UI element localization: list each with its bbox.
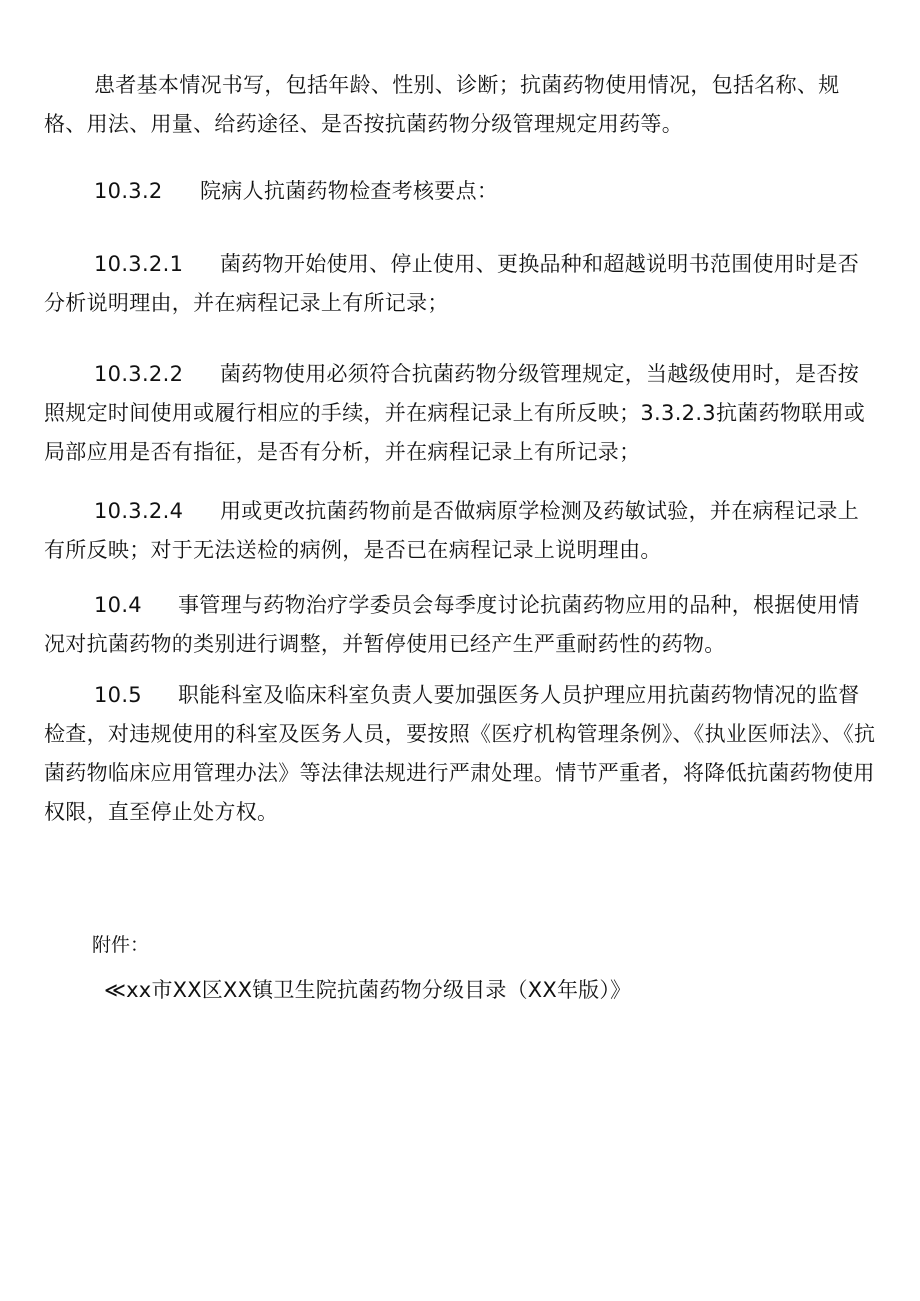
paragraph-text: 用或更改抗菌药物前是否做病原学检测及药敏试验，并在病程记录上有所反映；对于无法送检的病例，是否已在病程记录上说明理由。 — [44, 499, 859, 562]
paragraph-text: 患者基本情况书写，包括年龄、性别、诊断；抗菌药物使用情况，包括名称、规格、用法、用量、给药途径、是否按抗菌药物分级管理规定用药等。 — [44, 73, 840, 136]
paragraph-10-3-2-4 — [44, 492, 878, 570]
section-number: 10.4 — [94, 593, 142, 617]
section-number: 10.5 — [94, 683, 142, 707]
attachment-title: ≪xx市XX区XX镇卫生院抗菌药物分级目录（XX年版）》 — [104, 978, 632, 1002]
section-number: 10.3.2.1 — [94, 252, 184, 276]
paragraph-text: 职能科室及临床科室负责人要加强医务人员护理应用抗菌药物情况的监督检查，对违规使用的科室及医务人员，要按照《医疗机构管理条例》、《执业医师法》、《抗菌药物临床应用管理办法》等法律法规进行严肃处理。情节严重者，将降低抗菌药物使用权限，直至停止处方权。 — [44, 683, 876, 824]
paragraph-text: 事管理与药物治疗学委员会每季度讨论抗菌药物应用的品种，根据使用情况对抗菌药物的类别进行调整，并暂停使用已经产生严重耐药性的药物。 — [44, 593, 860, 656]
paragraph-text: 菌药物开始使用、停止使用、更换品种和超越说明书范围使用时是否分析说明理由，并在病程记录上有所记录； — [44, 252, 859, 315]
paragraph-10-3-2-2 — [44, 355, 878, 472]
paragraph-10-5 — [44, 676, 878, 832]
paragraph-10-3-2-1 — [44, 245, 878, 323]
paragraph-patient-info — [44, 66, 878, 144]
paragraph-10-4 — [44, 586, 878, 664]
paragraph-text: 院病人抗菌药物检查考核要点： — [200, 179, 499, 203]
attachment-label: 附件： — [92, 934, 150, 956]
paragraph-10-3-2 — [44, 172, 878, 211]
section-number: 10.3.2 — [94, 179, 163, 203]
section-number: 10.3.2.4 — [94, 499, 184, 523]
paragraph-text: 菌药物使用必须符合抗菌药物分级管理规定，当越级使用时，是否按照规定时间使用或履行相应的手续，并在病程记录上有所反映；3.3.2.3抗菌药物联用或局部应用是否有指征，是否有分析，并在病程记录上有所记录； — [44, 362, 866, 464]
section-number: 10.3.2.2 — [94, 362, 184, 386]
